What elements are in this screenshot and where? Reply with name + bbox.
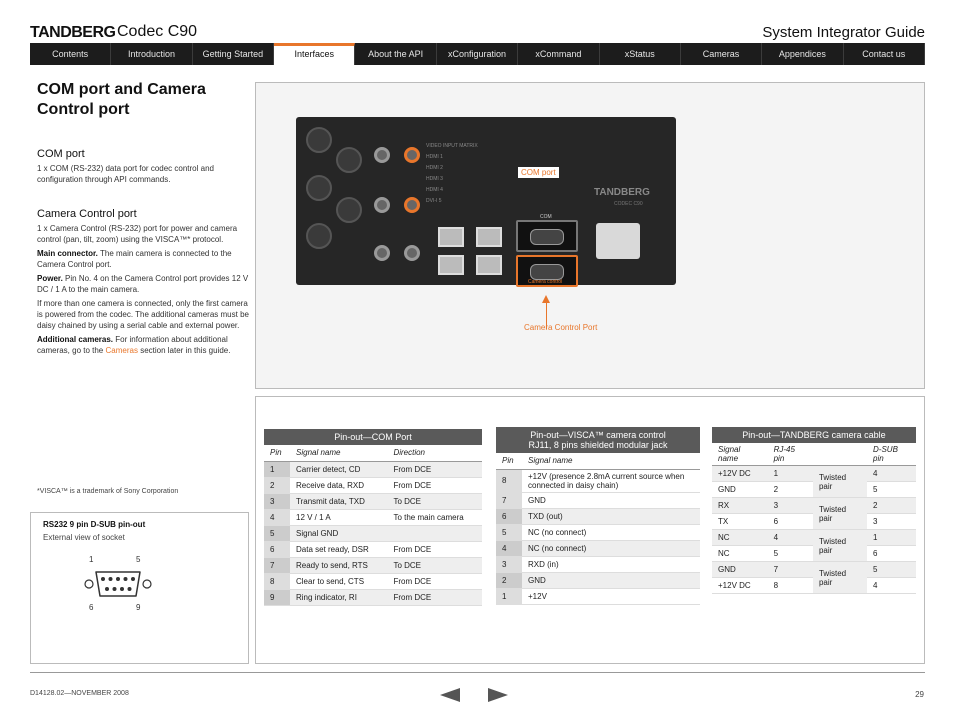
xlr-connector-icon bbox=[306, 223, 332, 249]
pinout-tables-box bbox=[255, 396, 925, 664]
rca-connector-icon bbox=[374, 197, 390, 213]
rca-connector-icon bbox=[374, 147, 390, 163]
tab-introduction[interactable]: Introduction bbox=[111, 43, 192, 65]
com-body: 1 x COM (RS-232) data port for codec control and configuration through API commands. bbox=[37, 164, 214, 184]
table-row: GND 2 5 bbox=[712, 482, 916, 498]
additional-cameras-text: Additional cameras. For information about additional cameras, go to the Cameras section later in this guide. bbox=[37, 335, 231, 355]
com-port-tag: COM bbox=[540, 214, 552, 220]
xlr-connector-icon bbox=[306, 175, 332, 201]
table-row: 7 Ready to send, RTS To DCE bbox=[264, 557, 482, 573]
table-row: 3 Transmit data, TXD To DCE bbox=[264, 493, 482, 509]
pin-label-6: 6 bbox=[89, 603, 94, 612]
pin-label-9: 9 bbox=[136, 603, 141, 612]
footer-divider bbox=[30, 672, 925, 673]
table-row: 7 GND bbox=[496, 492, 700, 508]
previous-page-arrow-icon[interactable] bbox=[440, 688, 460, 702]
camera-control-port-callout: Camera Control Port bbox=[524, 323, 598, 332]
panel-product-label: CODEC C90 bbox=[614, 201, 643, 207]
power-socket-icon bbox=[596, 223, 640, 259]
tab-xstatus[interactable]: xStatus bbox=[600, 43, 681, 65]
page-title: COM port and Camera Control port bbox=[37, 81, 206, 118]
rca-connector-icon bbox=[404, 197, 420, 213]
table-row: 5 NC (no connect) bbox=[496, 524, 700, 540]
rca-connector-icon bbox=[404, 245, 420, 261]
tab-contact-us[interactable]: Contact us bbox=[844, 43, 925, 65]
tab-cameras[interactable]: Cameras bbox=[681, 43, 762, 65]
table-row: 6 TXD (out) bbox=[496, 508, 700, 524]
tab-about-api[interactable]: About the API bbox=[355, 43, 436, 65]
panel-brand-label: TANDBERG bbox=[594, 187, 650, 198]
product-name: Codec C90 bbox=[117, 23, 198, 40]
camera-control-port-tag: Camera control bbox=[528, 279, 563, 285]
com-pinout-table: Pin-out—COM Port Pin Signal name Direction 1 Carrier detect, CD From DCE 2 Receive data, RXD From DCE 3 Transmit data, TXD To DCE 4 12 V / 1 A To the main camera 5 Signal GND 6 Data set ready, DSR From DCE 7 Ready to send, RTS To DCE 8 Clear to send, CTS From DCE 9 Ring indicator, RI From DCE bbox=[264, 429, 482, 606]
dsub-connector-icon bbox=[83, 567, 153, 601]
com-heading: COM port bbox=[37, 148, 85, 160]
main-connector-text: Main connector. The main camera is connected to the Camera Control port. bbox=[37, 249, 232, 269]
tab-xcommand[interactable]: xCommand bbox=[518, 43, 599, 65]
table-row: NC 4 Twisted pair 1 bbox=[712, 530, 916, 546]
table-row: RX 3 Twisted pair 2 bbox=[712, 498, 916, 514]
video-input-matrix-label: VIDEO INPUT MATRIX HDMI 1 HDMI 2 HDMI 3 HDMI 4 DVI-I 5 bbox=[426, 143, 478, 204]
xlr-connector-icon bbox=[336, 197, 362, 223]
camera-cable-pinout-table: Pin-out—TANDBERG camera cable Signal name RJ-45 pin D-SUB pin +12V DC 1 Twisted pair 4 GND 2 5 RX 3 Twisted pair 2 TX 6 3 NC 4 Twisted pair 1 NC 5 6 GND 7 Twisted pair 5 +12V DC 8 4 bbox=[712, 427, 916, 594]
table-caption: Pin-out—TANDBERG camera cable bbox=[712, 427, 916, 443]
ethernet-port-icon bbox=[476, 227, 502, 247]
dsub-title: RS232 9 pin D-SUB pin-out bbox=[43, 520, 146, 529]
visca-pinout-table: Pin-out—VISCA™ camera control RJ11, 8 pins shielded modular jack Pin Signal name 8 +12V (presence 2.8mA current source when connected in daisy chain) 7 GND 6 TXD (out) 5 NC (no connect) 4 NC (no connect) 3 RXD (in) 2 GND 1 +12V bbox=[496, 427, 700, 605]
page-header bbox=[30, 22, 925, 44]
table-row: NC 5 6 bbox=[712, 546, 916, 562]
tab-xconfiguration[interactable]: xConfiguration bbox=[437, 43, 518, 65]
multi-camera-text: If more than one camera is connected, only the first camera is powered from the codec. The additional cameras must be daisy chained by using a serial cable and external power. bbox=[37, 299, 249, 330]
pin-label-5: 5 bbox=[136, 555, 141, 564]
xlr-connector-icon bbox=[336, 147, 362, 173]
rca-connector-icon bbox=[404, 147, 420, 163]
table-row: +12V DC 1 Twisted pair 4 bbox=[712, 466, 916, 482]
table-row: 1 Carrier detect, CD From DCE bbox=[264, 461, 482, 477]
page-number: 29 bbox=[915, 690, 924, 699]
ethernet-port-icon bbox=[438, 227, 464, 247]
table-row: 1 +12V bbox=[496, 588, 700, 604]
cam-heading: Camera Control port bbox=[37, 208, 137, 220]
ethernet-port-icon bbox=[438, 255, 464, 275]
tab-interfaces[interactable]: Interfaces bbox=[274, 43, 355, 65]
tab-appendices[interactable]: Appendices bbox=[762, 43, 843, 65]
dsub-subtitle: External view of socket bbox=[43, 533, 125, 542]
power-text: Power. Pin No. 4 on the Camera Control port provides 12 V DC / 1 A to the main camera. bbox=[37, 274, 249, 294]
table-row: +12V DC 8 4 bbox=[712, 578, 916, 594]
tab-getting-started[interactable]: Getting Started bbox=[193, 43, 274, 65]
document-id: D14128.02—NOVEMBER 2008 bbox=[30, 690, 129, 697]
arrow-up-icon bbox=[542, 295, 550, 303]
table-caption: Pin-out—COM Port bbox=[264, 429, 482, 445]
cameras-link[interactable]: Cameras bbox=[105, 346, 138, 355]
table-row: 8 +12V (presence 2.8mA current source when connected in daisy chain) bbox=[496, 469, 700, 492]
com-port-callout: COM port bbox=[518, 167, 559, 178]
ethernet-port-icon bbox=[476, 255, 502, 275]
table-caption: Pin-out—VISCA™ camera control RJ11, 8 pins shielded modular jack bbox=[496, 427, 700, 453]
pin-label-1: 1 bbox=[89, 555, 94, 564]
table-row: 4 12 V / 1 A To the main camera bbox=[264, 509, 482, 525]
guide-title: System Integrator Guide bbox=[762, 24, 925, 41]
table-row: 2 Receive data, RXD From DCE bbox=[264, 477, 482, 493]
brand-logo: TANDBERG bbox=[30, 24, 116, 41]
dsub-pinout-box bbox=[30, 512, 249, 664]
rca-connector-icon bbox=[374, 245, 390, 261]
table-row: 5 Signal GND bbox=[264, 525, 482, 541]
table-row: TX 6 3 bbox=[712, 514, 916, 530]
table-row: 3 RXD (in) bbox=[496, 556, 700, 572]
table-row: 6 Data set ready, DSR From DCE bbox=[264, 541, 482, 557]
table-row: 2 GND bbox=[496, 572, 700, 588]
table-row: 8 Clear to send, CTS From DCE bbox=[264, 573, 482, 589]
cam-body: 1 x Camera Control (RS-232) port for power and camera control (pan, tilt, zoom) using the VISCA™* protocol. bbox=[37, 224, 238, 244]
xlr-connector-icon bbox=[306, 127, 332, 153]
table-row: 9 Ring indicator, RI From DCE bbox=[264, 589, 482, 605]
top-nav bbox=[30, 43, 925, 65]
visca-footnote: *VISCA™ is a trademark of Sony Corporation bbox=[37, 488, 179, 495]
next-page-arrow-icon[interactable] bbox=[488, 688, 508, 702]
tab-contents[interactable]: Contents bbox=[30, 43, 111, 65]
table-row: 4 NC (no connect) bbox=[496, 540, 700, 556]
rear-panel-figure bbox=[255, 82, 925, 389]
com-port-connector bbox=[516, 220, 578, 252]
left-column bbox=[37, 80, 249, 356]
table-row: GND 7 Twisted pair 5 bbox=[712, 562, 916, 578]
codec-rear-panel bbox=[296, 117, 676, 285]
